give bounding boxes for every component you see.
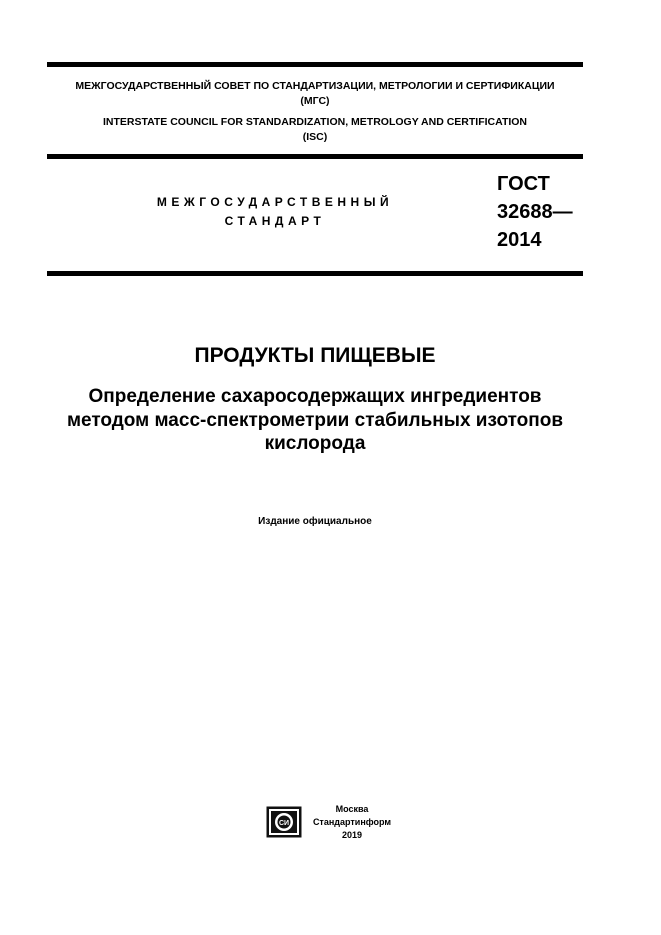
publisher-city: Москва <box>335 804 369 814</box>
publication-year: 2019 <box>341 830 363 840</box>
publisher-name: Стандартинформ <box>312 817 392 827</box>
gost-year: 2014 <box>497 229 542 251</box>
council-name-ru <box>47 79 583 109</box>
gost-label: ГОСТ <box>497 173 550 195</box>
standartinform-logo-icon <box>266 806 302 838</box>
bottom-rule <box>47 271 583 276</box>
council-abbr-en: (ISC) <box>302 131 328 143</box>
subtitle-line: методом масс-спектрометрии стабильных изотопов <box>66 409 564 431</box>
gost-number: 32688— <box>497 201 573 223</box>
standard-type-line2: СТАНДАРТ <box>224 214 326 228</box>
subtitle-line: кислорода <box>264 433 366 454</box>
subtitle-line: Определение сахаросодержащих ингредиентов <box>88 386 542 407</box>
svg-text:СИ: СИ <box>278 820 290 827</box>
council-name-en <box>47 115 583 145</box>
gost-designation <box>497 170 573 254</box>
publisher-imprint <box>306 803 398 842</box>
document-subtitle <box>40 385 590 456</box>
document-title: ПРОДУКТЫ ПИЩЕВЫЕ <box>194 344 436 367</box>
standard-type-line1: МЕЖГОСУДАРСТВЕННЫЙ <box>156 195 394 209</box>
council-abbr-ru: (МГС) <box>300 95 330 107</box>
middle-rule <box>47 154 583 159</box>
top-rule <box>47 62 583 67</box>
edition-label: Издание официальное <box>258 516 372 527</box>
council-name-ru-line: МЕЖГОСУДАРСТВЕННЫЙ СОВЕТ ПО СТАНДАРТИЗАЦИИ, МЕТРОЛОГИИ И СЕРТИФИКАЦИИ <box>75 80 555 92</box>
council-name-en-line: INTERSTATE COUNCIL FOR STANDARDIZATION, METROLOGY AND CERTIFICATION <box>102 116 528 128</box>
